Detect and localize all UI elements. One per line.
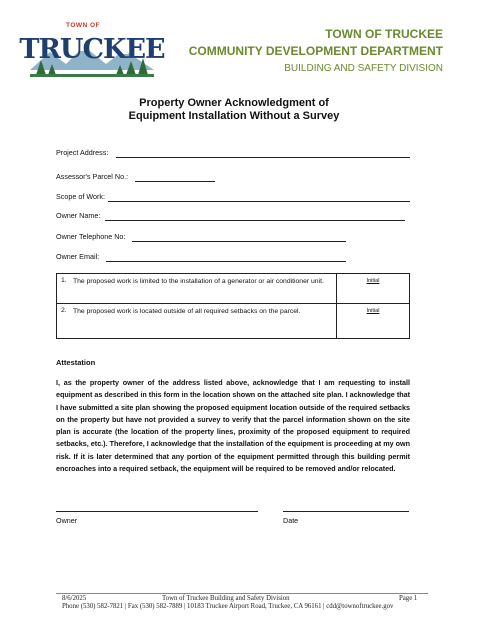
owner-phone-label: Owner Telephone No: [56,232,126,241]
footer-divider [56,593,428,594]
owner-email-label: Owner Email: [56,252,100,261]
logo-small-text: TOWN OF [66,22,101,29]
date-signature-label: Date [283,516,299,525]
date-signature-line[interactable] [283,511,409,512]
initial-box[interactable] [337,274,410,304]
header-division: BUILDING AND SAFETY DIVISION [284,63,443,74]
initial-label: Initial [366,308,380,314]
attestation-heading: Attestation [56,358,96,367]
form-title-line1: Property Owner Acknowledgment of [139,97,329,109]
ack-text: The proposed work is located outside of all required setbacks on the parcel. [69,304,337,339]
parcel-no-field[interactable] [135,181,215,182]
ack-number: 1. [57,274,70,304]
initial-box[interactable] [337,304,410,339]
parcel-no-label: Assessor's Parcel No.: [56,172,129,181]
initial-label: Initial [366,278,380,284]
footer-division: Town of Truckee Building and Safety Division [162,595,290,602]
owner-phone-field[interactable] [132,241,346,242]
svg-text:TRUCKEE: TRUCKEE [19,34,165,65]
owner-signature-line[interactable] [56,511,258,512]
table-row [57,274,410,304]
attestation-body: I, as the property owner of the address listed above, acknowledge that I am requesting to install equipment as described in this form in the location shown on the attached site plan. I acknowledge that I have submitted a site plan showing the proposed equipment location outside of the required setbacks on the property but have not provided a survey to verify that the parcel information shown on the site plan is accurate (the location of the property lines, proximity of the proposed equipment to required setbacks, etc.). Therefore, I acknowledge that the installation of the equipment is proceeding at my own risk. If it is later determined that any portion of the equipment permitted through this building permit encroaches into a required setback, the equipment will be required to be removed and/or relocated. [56,378,410,474]
scope-of-work-field[interactable] [108,201,410,202]
header-town-name: TOWN OF TRUCKEE [325,27,443,41]
ack-number: 2. [57,304,70,339]
owner-name-field[interactable] [105,220,405,221]
footer-page-number: Page 1 [399,595,418,602]
project-address-field[interactable] [116,157,410,158]
owner-name-label: Owner Name: [56,211,101,220]
project-address-label: Project Address: [56,148,109,157]
ack-text: The proposed work is limited to the installation of a generator or air conditioner unit. [69,274,337,304]
footer-date: 8/6/2025 [62,595,87,602]
acknowledgment-table [56,273,410,339]
footer-contact: Phone (530) 582-7821 | Fax (530) 582-7889 | 10183 Truckee Airport Road, Truckee, CA 96161 | cdd@townoftruckee.gov [62,603,394,610]
owner-signature-label: Owner [56,516,78,525]
owner-email-field[interactable] [106,261,346,262]
table-row [57,304,410,339]
header-department: COMMUNITY DEVELOPMENT DEPARTMENT [188,44,443,58]
scope-of-work-label: Scope of Work: [56,192,106,201]
form-title-line2: Equipment Installation Without a Survey [128,110,340,122]
